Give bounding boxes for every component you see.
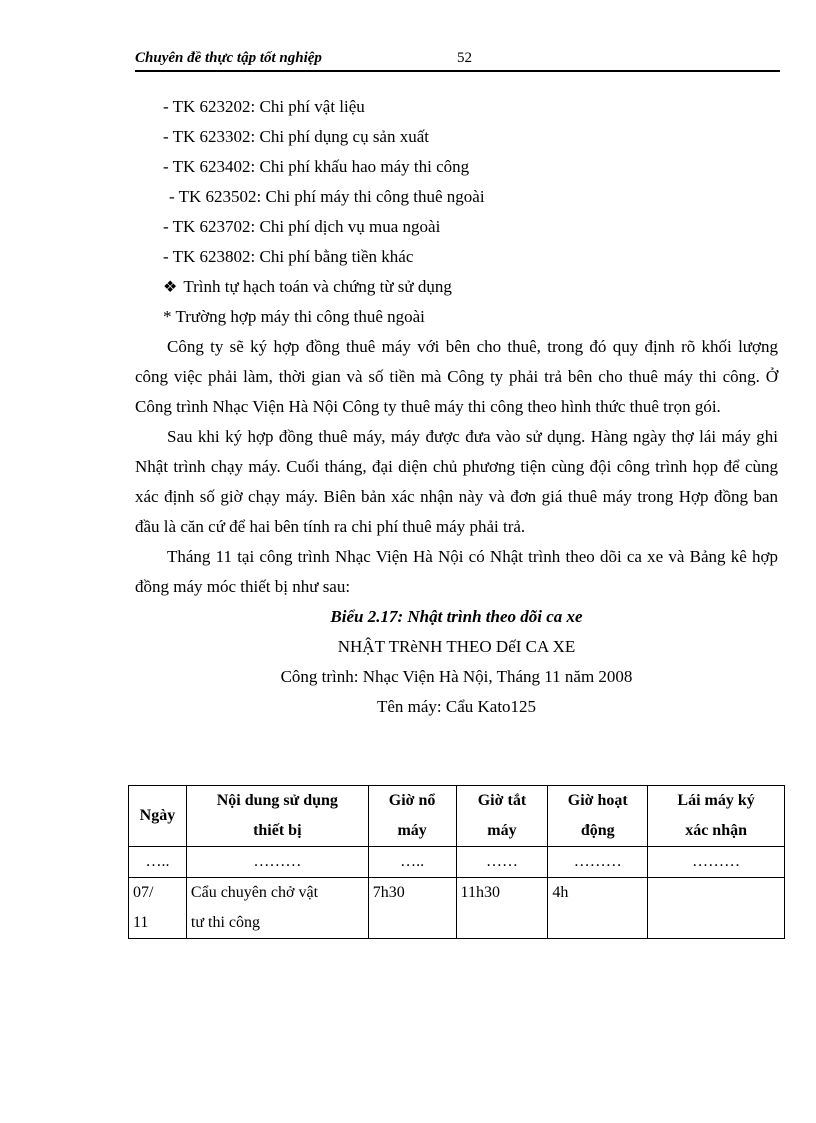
figure-caption: Biểu 2.17: Nhật trình theo dõi ca xe xyxy=(330,607,583,626)
section-heading-text: Trình tự hạch toán và chứng từ sử dụng xyxy=(183,277,452,296)
section-heading xyxy=(135,272,778,302)
stop-time-cell: 11h30 xyxy=(456,878,548,939)
dots-cell: ……… xyxy=(548,847,648,878)
vehicle-log-table xyxy=(128,785,785,939)
diamond-bullet-icon: ❖ xyxy=(163,279,178,296)
figure-project: Công trình: Nhạc Viện Hà Nội, Tháng 11 năm 2008 xyxy=(280,667,633,686)
dots-cell: ……… xyxy=(648,847,785,878)
header-stop-time: Giờ tắt máy xyxy=(456,786,548,847)
header-content: Nội dung sử dụng thiết bị xyxy=(186,786,368,847)
header-start-time: Giờ nổ máy xyxy=(368,786,456,847)
paragraph: Sau khi ký hợp đồng thuê máy, máy được đưa vào sử dụng. Hàng ngày thợ lái máy ghi Nhật trình chạy máy. Cuối tháng, đại diện chủ phương tiện cùng đội công trình họp để cùng xác định số giờ chạy máy. Biên bản xác nhận này và đơn giá thuê máy trong Hợp đồng ban đầu là căn cứ để hai bên tính ra chi phí thuê máy phải trả. xyxy=(135,427,778,536)
section-subheading: * Trường hợp máy thi công thuê ngoài xyxy=(163,307,425,326)
account-item: - TK 623402: Chi phí khấu hao máy thi công xyxy=(163,157,470,176)
date-cell: 07/ 11 xyxy=(129,878,187,939)
paragraph: Tháng 11 tại công trình Nhạc Viện Hà Nội có Nhật trình theo dõi ca xe và Bảng kê hợp đồng máy móc thiết bị như sau: xyxy=(135,547,778,596)
start-time-cell: 7h30 xyxy=(368,878,456,939)
header-title: Chuyên đề thực tập tốt nghiệp xyxy=(135,50,322,66)
header-date: Ngày xyxy=(129,786,187,847)
header-driver-signature: Lái máy ký xác nhận xyxy=(648,786,785,847)
table-row xyxy=(129,878,785,939)
header-operating-hours: Giờ hoạt động xyxy=(548,786,648,847)
table-header-row xyxy=(129,786,785,847)
figure-machine: Tên máy: Cẩu Kato125 xyxy=(376,697,537,716)
page-body xyxy=(135,92,778,722)
dots-cell: …… xyxy=(456,847,548,878)
content-cell: Cẩu chuyên chở vật tư thi công xyxy=(186,878,368,939)
figure-title: NHẬT TRèNH THEO DếI CA XE xyxy=(337,637,576,656)
paragraph: Công ty sẽ ký hợp đồng thuê máy với bên cho thuê, trong đó quy định rõ khối lượng công việc phải làm, thời gian và số tiền mà Công ty phải trả bên cho thuê máy thi công. Ở Công trình Nhạc Viện Hà Nội Công ty thuê máy thi công theo hình thức thuê trọn gói. xyxy=(135,337,778,416)
table-row xyxy=(129,847,785,878)
account-item: - TK 623802: Chi phí bằng tiền khác xyxy=(163,247,414,266)
account-item: - TK 623502: Chi phí máy thi công thuê ngoài xyxy=(169,187,485,206)
dots-cell: ….. xyxy=(368,847,456,878)
page-header xyxy=(135,48,780,72)
page-number: 52 xyxy=(457,50,472,66)
signature-cell xyxy=(648,878,785,939)
account-item: - TK 623302: Chi phí dụng cụ sản xuất xyxy=(163,127,429,146)
hours-cell: 4h xyxy=(548,878,648,939)
dots-cell: ….. xyxy=(129,847,187,878)
account-item: - TK 623702: Chi phí dịch vụ mua ngoài xyxy=(163,217,441,236)
dots-cell: ……… xyxy=(186,847,368,878)
account-item: - TK 623202: Chi phí vật liệu xyxy=(163,97,365,116)
